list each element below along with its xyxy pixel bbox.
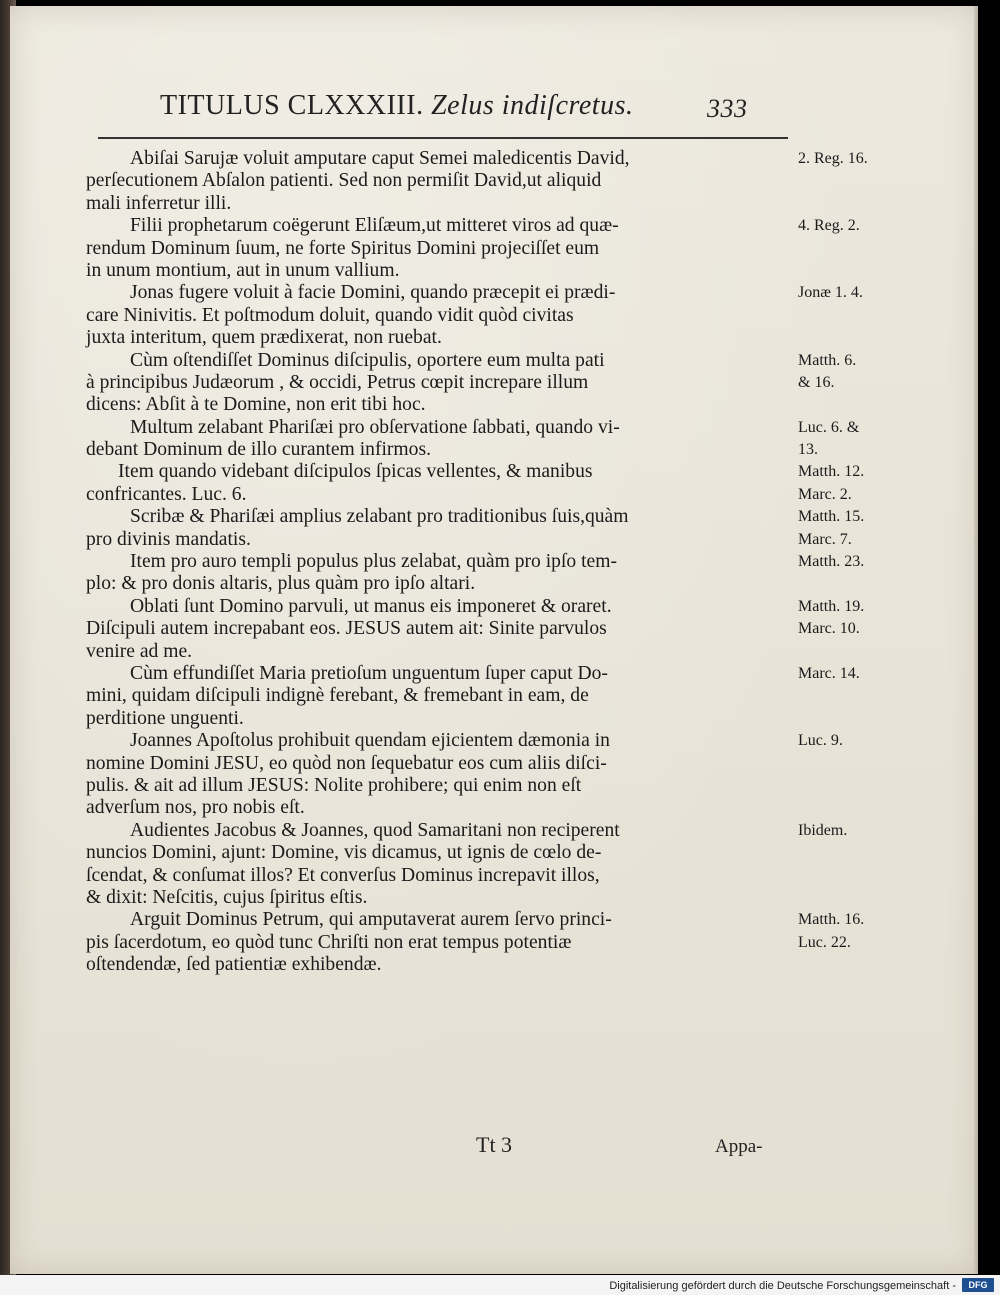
text-line: perſecutionem Abſalon patienti. Sed non permiſit David,ut aliquid xyxy=(86,170,602,192)
margin-ref-group xyxy=(798,350,908,417)
text-entry xyxy=(86,417,786,462)
text-line: plo: & pro donis altaris, plus quàm pro ipſo altari. xyxy=(86,573,476,595)
text-line: Cùm effundiſſet Maria pretioſum unguentum ſuper caput Do- xyxy=(130,662,608,684)
margin-ref xyxy=(798,394,908,416)
margin-ref: Ibidem. xyxy=(798,821,848,839)
text-line: pis ſacerdotum, eo quòd tunc Chriſti non erat tempus potentiæ xyxy=(86,931,572,953)
margin-ref: Jonæ 1. 4. xyxy=(798,284,863,302)
text-entry xyxy=(86,506,786,551)
margin-ref: Matth. 19. xyxy=(798,597,865,615)
text-entry xyxy=(86,663,786,730)
text-line: Arguit Dominus Petrum, qui amputaverat aurem ſervo princi- xyxy=(130,909,612,931)
text-line: oſtendendæ, ſed patientiæ exhibendæ. xyxy=(86,954,382,976)
margin-ref xyxy=(798,865,908,887)
margin-ref: Marc. 2. xyxy=(798,485,852,503)
margin-ref: Marc. 10. xyxy=(798,620,860,638)
page-edge xyxy=(974,6,978,1274)
margin-ref xyxy=(798,170,908,192)
text-line: Jonas fugere voluit à facie Domini, quando præcepit ei prædi- xyxy=(130,282,616,304)
text-line: Oblati ſunt Domino parvuli, ut manus eis imponeret & oraret. xyxy=(130,595,612,617)
margin-ref-group xyxy=(798,282,908,349)
text-line: venire ad me. xyxy=(86,640,193,662)
margin-ref-group xyxy=(798,596,908,663)
book-page xyxy=(10,6,978,1274)
text-line: Item pro auro templi populus plus zelabat, quàm pro ipſo tem- xyxy=(130,551,618,573)
margin-ref xyxy=(798,641,908,663)
margin-ref: 13. xyxy=(798,441,818,459)
margin-ref-group xyxy=(798,461,908,506)
margin-ref xyxy=(798,573,908,595)
margin-ref xyxy=(798,327,908,349)
margin-ref xyxy=(798,238,908,260)
margin-references xyxy=(798,148,908,976)
margin-ref xyxy=(798,260,908,282)
running-head xyxy=(160,90,790,122)
catchword: Appa- xyxy=(715,1136,763,1157)
margin-ref: Matth. 16. xyxy=(798,911,865,929)
text-entry xyxy=(86,282,786,349)
margin-ref: Matth. 15. xyxy=(798,508,865,526)
text-line: Joannes Apoſtolus prohibuit quendam ejicientem dæmonia in xyxy=(130,730,610,752)
margin-ref-group xyxy=(798,148,908,215)
text-line: pro divinis mandatis. xyxy=(86,528,251,550)
margin-ref xyxy=(798,954,908,976)
text-entry xyxy=(86,148,786,215)
margin-ref xyxy=(798,842,908,864)
text-line: ſcendat, & conſumat illos? Et converſus Dominus increpavit illos, xyxy=(86,864,600,886)
margin-ref xyxy=(798,797,908,819)
margin-ref: Marc. 14. xyxy=(798,664,860,682)
margin-ref-group xyxy=(798,551,908,596)
text-line: adverſum nos, pro nobis eſt. xyxy=(86,797,305,819)
text-line: Diſcipuli autem increpabant eos. JESUS autem ait: Sinite parvulos xyxy=(86,618,607,640)
margin-ref: Matth. 12. xyxy=(798,463,865,481)
subtitle: Zelus indiſcretus. xyxy=(431,90,634,121)
margin-ref-group xyxy=(798,417,908,462)
margin-ref: & 16. xyxy=(798,373,835,391)
margin-ref xyxy=(798,753,908,775)
footer-bar xyxy=(0,1275,1000,1295)
text-entry xyxy=(86,909,786,976)
margin-ref: Marc. 7. xyxy=(798,530,852,548)
margin-ref-group xyxy=(798,730,908,820)
margin-ref xyxy=(798,685,908,707)
margin-ref: 4. Reg. 2. xyxy=(798,217,860,235)
text-line: perditione unguenti. xyxy=(86,707,244,729)
footer-credit: Digitalisierung gefördert durch die Deutsche Forschungsgemeinschaft - xyxy=(609,1280,956,1292)
text-line: nuncios Domini, ajunt: Domine, vis dicamus, ut ignis de cœlo de- xyxy=(86,842,602,864)
dfg-logo: DFG xyxy=(962,1278,994,1292)
margin-ref xyxy=(798,887,908,909)
margin-ref-group xyxy=(798,663,908,730)
margin-ref-group xyxy=(798,820,908,910)
text-line: debant Dominum de illo curantem infirmos. xyxy=(86,439,431,461)
margin-ref: Luc. 6. & xyxy=(798,418,860,436)
text-line: à principibus Judæorum , & occidi, Petrus cœpit increpare illum xyxy=(86,371,589,393)
text-entry xyxy=(86,215,786,282)
text-line: mali inferretur illi. xyxy=(86,192,232,214)
text-line: pulis. & ait ad illum JESUS: Nolite prohibere; qui enim non eſt xyxy=(86,774,582,796)
text-line: confricantes. Luc. 6. xyxy=(86,483,247,505)
text-line: Filii prophetarum coëgerunt Eliſæum,ut mitteret viros ad quæ- xyxy=(130,215,619,237)
text-entry xyxy=(86,730,786,820)
margin-ref xyxy=(798,305,908,327)
text-line: rendum Dominum ſuum, ne forte Spiritus Domini projeciſſet eum xyxy=(86,237,600,259)
text-line: dicens: Abſit à te Domine, non erit tibi hoc. xyxy=(86,394,426,416)
text-line: Multum zelabant Phariſæi pro obſervatione ſabbati, quando vi- xyxy=(130,416,620,438)
margin-ref-group xyxy=(798,215,908,282)
text-entry xyxy=(86,461,786,506)
margin-ref: Luc. 22. xyxy=(798,933,851,951)
text-line: Abiſai Sarujæ voluit amputare caput Semei maledicentis David, xyxy=(130,148,630,169)
margin-ref xyxy=(798,193,908,215)
margin-ref: Luc. 9. xyxy=(798,732,843,750)
margin-ref xyxy=(798,775,908,797)
text-line: mini, quidam diſcipuli indignè ferebant, & fremebant in eam, de xyxy=(86,685,589,707)
text-line: in unum montium, aut in unum vallium. xyxy=(86,259,400,281)
margin-ref-group xyxy=(798,506,908,551)
text-line: Item quando videbant diſcipulos ſpicas vellentes, & manibus xyxy=(118,461,593,483)
page-number: 333 xyxy=(707,94,748,123)
margin-ref: Matth. 6. xyxy=(798,351,857,369)
text-line: nomine Domini JESU, eo quòd non ſequebatur eos cum aliis diſci- xyxy=(86,752,607,774)
text-line: Cùm oſtendiſſet Dominus diſcipulis, oportere eum multa pati xyxy=(130,349,605,371)
text-line: Audientes Jacobus & Joannes, quod Samaritani non reciperent xyxy=(130,819,620,841)
text-entry xyxy=(86,596,786,663)
header-rule xyxy=(98,137,788,139)
margin-ref: Matth. 23. xyxy=(798,553,865,571)
title: TITULUS CLXXXIII. xyxy=(160,90,424,121)
text-entry xyxy=(86,350,786,417)
text-line: juxta interitum, quem prædixerat, non ruebat. xyxy=(86,327,442,349)
text-line: Scribæ & Phariſæi amplius zelabant pro traditionibus ſuis,quàm xyxy=(130,506,629,528)
text-line: & dixit: Neſcitis, cujus ſpiritus eſtis. xyxy=(86,886,368,908)
margin-ref xyxy=(798,708,908,730)
text-entry xyxy=(86,551,786,596)
margin-ref: 2. Reg. 16. xyxy=(798,150,868,167)
main-text xyxy=(86,148,786,976)
signature-mark: Tt 3 xyxy=(476,1132,513,1157)
margin-ref-group xyxy=(798,909,908,976)
text-line: care Ninivitis. Et poſtmodum doluit, quando vidit quòd civitas xyxy=(86,304,574,326)
text-entry xyxy=(86,820,786,910)
